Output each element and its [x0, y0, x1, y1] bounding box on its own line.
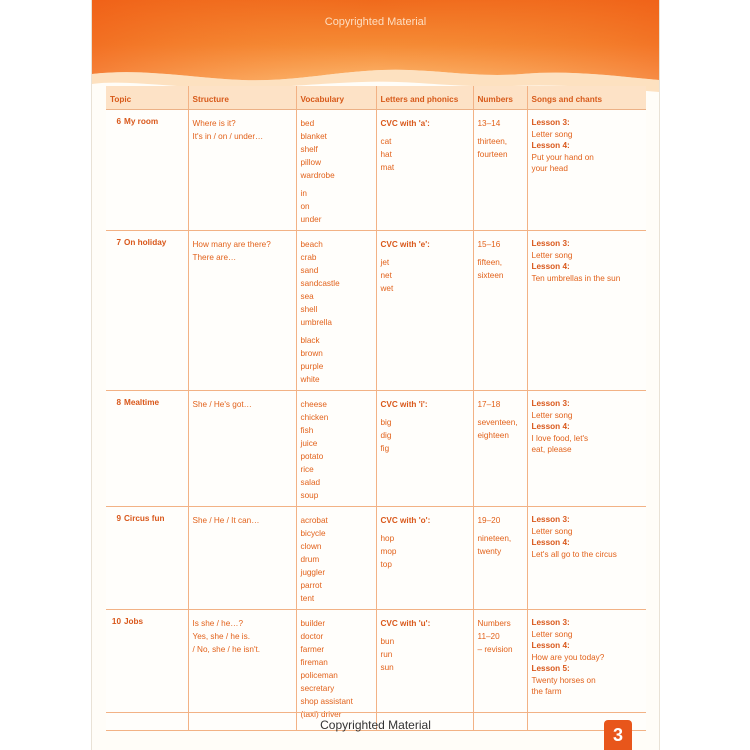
structure-line: Yes, she / he is.	[192, 632, 250, 641]
vocabulary-word: parrot	[300, 581, 322, 590]
vocabulary-cell	[296, 391, 376, 507]
vocabulary-word: doctor	[300, 632, 324, 641]
vocabulary-word: builder	[300, 619, 326, 628]
numbers-word: fourteen	[477, 150, 508, 159]
phonics-word: wet	[380, 284, 394, 293]
vocabulary-word: shell	[300, 305, 318, 314]
lesson-label: Lesson 5:	[531, 664, 570, 673]
vocabulary-word: secretary	[300, 684, 335, 693]
phonics-word: fig	[380, 444, 390, 453]
numbers-range: Numbers	[477, 619, 511, 628]
vocabulary-word: tent	[300, 594, 315, 603]
phonics-word: mat	[380, 163, 395, 172]
lesson-label: Lesson 4:	[531, 141, 570, 150]
phonics-cell	[376, 391, 473, 507]
vocabulary-word: brown	[300, 349, 323, 358]
topic-name: My room	[124, 117, 159, 126]
topic-number: 9	[116, 514, 121, 523]
topic-name: Jobs	[124, 617, 144, 626]
vocabulary-word: bed	[300, 119, 315, 128]
songs-cell	[527, 110, 646, 231]
vocabulary-cell	[296, 231, 376, 391]
numbers-word: twenty	[477, 547, 502, 556]
song-title: Letter song	[531, 250, 573, 260]
vocabulary-word: policeman	[300, 671, 338, 680]
song-title: eat, please	[531, 445, 572, 454]
structure-line: It's in / on / under…	[192, 132, 264, 141]
vocabulary-word: wardrobe	[300, 171, 335, 180]
textbook-page	[91, 0, 660, 750]
numbers-range: 15–16	[477, 240, 501, 249]
phonics-word: mop	[380, 547, 397, 556]
topic-cell	[106, 507, 188, 610]
structure-line: She / He / It can…	[192, 516, 260, 525]
vocabulary-cell	[296, 507, 376, 610]
vocabulary-word: sea	[300, 292, 314, 301]
lesson-label: Lesson 3:	[531, 515, 570, 524]
phonics-word: run	[380, 650, 393, 659]
vocabulary-word: in	[300, 189, 307, 198]
phonics-word: hat	[380, 150, 392, 159]
header-banner	[92, 0, 659, 96]
structure-cell	[188, 231, 296, 391]
topic-cell	[106, 110, 188, 231]
numbers-range: – revision	[477, 645, 513, 654]
table-row	[106, 110, 646, 231]
vocabulary-word: on	[300, 202, 310, 211]
numbers-word: thirteen,	[477, 137, 508, 146]
phonics-word: bun	[380, 637, 395, 646]
songs-cell	[527, 507, 646, 610]
column-header: Songs and chants	[527, 86, 646, 110]
phonics-word: hop	[380, 534, 395, 543]
numbers-cell	[473, 507, 527, 610]
vocabulary-word: under	[300, 215, 322, 224]
table-row	[106, 231, 646, 391]
topic-cell	[106, 231, 188, 391]
vocabulary-word: fish	[300, 426, 314, 435]
song-title: Letter song	[531, 129, 573, 139]
numbers-cell	[473, 231, 527, 391]
lesson-label: Lesson 3:	[531, 118, 570, 127]
topic-title	[110, 117, 158, 126]
vocabulary-word: chicken	[300, 413, 329, 422]
song-title: Put your hand on	[531, 152, 594, 162]
numbers-range: 17–18	[477, 400, 501, 409]
vocabulary-word: (taxi) driver	[300, 710, 342, 719]
vocabulary-word: sandcastle	[300, 279, 340, 288]
lesson-label: Lesson 3:	[531, 618, 570, 627]
vocabulary-word: beach	[300, 240, 323, 249]
structure-line: Where is it?	[192, 119, 236, 128]
vocabulary-cell	[296, 110, 376, 231]
lesson-label: Lesson 4:	[531, 422, 570, 431]
topic-number: 10	[111, 617, 121, 626]
vocabulary-word: acrobat	[300, 516, 328, 525]
vocabulary-word: salad	[300, 478, 321, 487]
topic-name: Circus fun	[124, 514, 165, 523]
phonics-word: sun	[380, 663, 394, 672]
phonics-title: CVC with 'i':	[380, 400, 428, 409]
topic-name: On holiday	[124, 238, 167, 247]
structure-line: Is she / he…?	[192, 619, 244, 628]
lesson-label: Lesson 4:	[531, 641, 570, 650]
vocabulary-word: farmer	[300, 645, 325, 654]
structure-cell	[188, 391, 296, 507]
page-number: 3	[604, 720, 632, 750]
column-header: Topic	[106, 86, 188, 110]
topic-number: 8	[116, 398, 121, 407]
topic-cell	[106, 391, 188, 507]
column-header: Structure	[188, 86, 296, 110]
song-title: Ten umbrellas in the sun	[531, 273, 621, 283]
song-title: Letter song	[531, 410, 573, 420]
phonics-word: jet	[380, 258, 390, 267]
vocabulary-word: bicycle	[300, 529, 326, 538]
topic-number: 7	[116, 238, 121, 247]
phonics-title: CVC with 'e':	[380, 240, 430, 249]
table-header-row	[106, 86, 646, 110]
table-bottom-rule	[106, 712, 646, 713]
phonics-title: CVC with 'a':	[380, 119, 430, 128]
vocabulary-word: shop assistant	[300, 697, 353, 706]
topic-name: Mealtime	[124, 398, 160, 407]
topic-number: 6	[116, 117, 121, 126]
song-title: Letter song	[531, 526, 573, 536]
numbers-range: 19–20	[477, 516, 501, 525]
vocabulary-word: sand	[300, 266, 319, 275]
topic-title	[110, 617, 143, 626]
vocabulary-word: purple	[300, 362, 324, 371]
vocabulary-word: crab	[300, 253, 317, 262]
table-row	[106, 391, 646, 507]
phonics-word: cat	[380, 137, 392, 146]
watermark-top: Copyrighted Material	[324, 16, 427, 28]
vocabulary-word: soup	[300, 491, 319, 500]
vocabulary-word: umbrella	[300, 318, 332, 327]
song-title: How are you today?	[531, 652, 605, 662]
phonics-title: CVC with 'u':	[380, 619, 431, 628]
numbers-range: 11–20	[477, 632, 500, 641]
song-title: Letter song	[531, 629, 573, 639]
vocabulary-word: juice	[300, 439, 318, 448]
lesson-label: Lesson 4:	[531, 262, 570, 271]
phonics-word: net	[380, 271, 392, 280]
songs-cell	[527, 231, 646, 391]
table-row	[106, 507, 646, 610]
syllabus-table	[106, 86, 646, 731]
numbers-word: seventeen,	[477, 418, 518, 427]
phonics-word: big	[380, 418, 392, 427]
lesson-label: Lesson 3:	[531, 399, 570, 408]
phonics-title: CVC with 'o':	[380, 516, 431, 525]
vocabulary-word: potato	[300, 452, 324, 461]
numbers-cell	[473, 391, 527, 507]
numbers-word: fifteen,	[477, 258, 503, 267]
phonics-word: dig	[380, 431, 392, 440]
structure-line: She / He's got…	[192, 400, 252, 409]
vocabulary-word: cheese	[300, 400, 327, 409]
vocabulary-word: clown	[300, 542, 322, 551]
structure-line: There are…	[192, 253, 237, 262]
column-header: Letters and phonics	[376, 86, 473, 110]
numbers-word: sixteen	[477, 271, 504, 280]
lesson-label: Lesson 4:	[531, 538, 570, 547]
song-title: I love food, let's	[531, 433, 589, 443]
column-header: Numbers	[473, 86, 527, 110]
vocabulary-word: white	[300, 375, 320, 384]
structure-cell	[188, 507, 296, 610]
numbers-range: 13–14	[477, 119, 501, 128]
songs-cell	[527, 391, 646, 507]
vocabulary-word: blanket	[300, 132, 327, 141]
structure-cell	[188, 110, 296, 231]
watermark-bottom: Copyrighted Material	[320, 718, 431, 732]
song-title: your head	[531, 164, 568, 173]
structure-line: / No, she / he isn't.	[192, 645, 261, 654]
phonics-cell	[376, 231, 473, 391]
vocabulary-word: rice	[300, 465, 314, 474]
topic-title	[110, 514, 165, 523]
song-title: Let's all go to the circus	[531, 549, 617, 559]
vocabulary-word: fireman	[300, 658, 328, 667]
vocabulary-word: shelf	[300, 145, 318, 154]
phonics-cell	[376, 110, 473, 231]
vocabulary-word: black	[300, 336, 320, 345]
topic-title	[110, 398, 159, 407]
song-title: the farm	[531, 687, 562, 696]
topic-title	[110, 238, 166, 247]
vocabulary-word: juggler	[300, 568, 326, 577]
column-header: Vocabulary	[296, 86, 376, 110]
lesson-label: Lesson 3:	[531, 239, 570, 248]
phonics-word: top	[380, 560, 392, 569]
numbers-cell	[473, 110, 527, 231]
structure-line: How many are there?	[192, 240, 271, 249]
numbers-word: nineteen,	[477, 534, 512, 543]
numbers-word: eighteen	[477, 431, 509, 440]
vocabulary-word: drum	[300, 555, 320, 564]
vocabulary-word: pillow	[300, 158, 321, 167]
song-title: Twenty horses on	[531, 675, 596, 685]
phonics-cell	[376, 507, 473, 610]
